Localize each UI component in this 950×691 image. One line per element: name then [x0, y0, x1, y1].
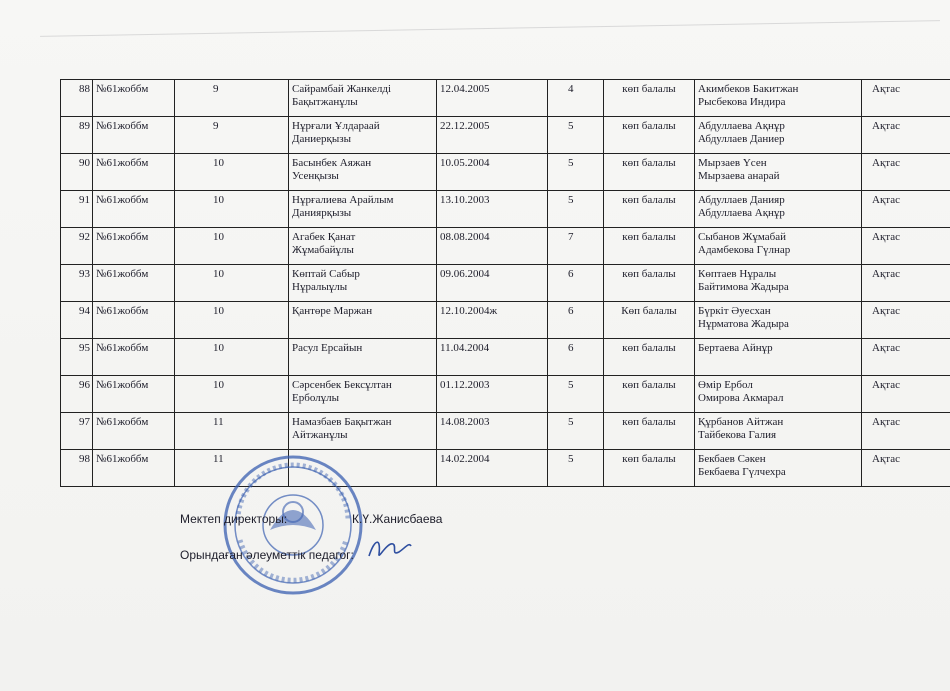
student-name-line-2: Ерболұлы	[292, 392, 340, 404]
school-cell: №61жоббм	[93, 376, 175, 413]
parents-cell	[695, 265, 862, 302]
student-name-line-2: Усенқызы	[292, 170, 339, 182]
school-cell: №61жоббм	[93, 265, 175, 302]
student-name-line-1: Басынбек Аяжан	[292, 157, 372, 169]
children-count-cell: 5	[548, 450, 604, 487]
parents-cell	[695, 80, 862, 117]
family-status-cell: көп балалы	[604, 191, 695, 228]
parents-line-2: Омирова Акмарал	[698, 392, 784, 404]
family-status-cell: көп балалы	[604, 450, 695, 487]
student-name-cell	[289, 154, 437, 191]
table-row	[61, 339, 950, 376]
location-cell: Ақтас	[862, 117, 950, 154]
row-number: 92	[61, 228, 93, 265]
birth-date-cell: 13.10.2003	[437, 191, 548, 228]
parents-cell	[695, 339, 862, 376]
grade-cell: 10	[175, 376, 289, 413]
student-name-line-1: Нұрғалиева Арайлым	[292, 194, 394, 206]
parents-line-1: Абдуллаев Данияр	[698, 194, 785, 206]
children-count-cell: 5	[548, 413, 604, 450]
school-cell: №61жоббм	[93, 450, 175, 487]
row-number: 98	[61, 450, 93, 487]
family-status-cell: көп балалы	[604, 117, 695, 154]
row-number: 97	[61, 413, 93, 450]
grade-cell: 10	[175, 339, 289, 376]
grade-cell: 11	[175, 450, 289, 487]
parents-line-2: Мырзаева анарай	[698, 170, 780, 182]
location-cell: Ақтас	[862, 191, 950, 228]
parents-line-1: Бүркіт Әуесхан	[698, 305, 771, 317]
student-name-line-1: Нұрғали Ұлдараай	[292, 120, 380, 132]
page-fold-line	[40, 20, 940, 37]
school-cell: №61жоббм	[93, 228, 175, 265]
table-row	[61, 302, 950, 339]
table-row	[61, 191, 950, 228]
family-status-cell: көп балалы	[604, 265, 695, 302]
parents-cell	[695, 302, 862, 339]
row-number: 94	[61, 302, 93, 339]
row-number: 90	[61, 154, 93, 191]
grade-cell: 10	[175, 191, 289, 228]
grade-cell: 10	[175, 302, 289, 339]
table-row	[61, 450, 950, 487]
table-row	[61, 80, 950, 117]
student-name-line-1: Сәрсенбек Бексұлтан	[292, 379, 392, 391]
table-row	[61, 413, 950, 450]
parents-line-2: Адамбекова Гүлнар	[698, 244, 791, 256]
birth-date-cell: 14.08.2003	[437, 413, 548, 450]
location-cell: Ақтас	[862, 80, 950, 117]
parents-line-2: Абдуллаев Даниер	[698, 133, 785, 145]
student-name-line-1: Қантөре Маржан	[292, 305, 373, 317]
table-row	[61, 117, 950, 154]
birth-date-cell: 11.04.2004	[437, 339, 548, 376]
table-row	[61, 376, 950, 413]
location-cell: Ақтас	[862, 228, 950, 265]
parents-line-1: Бертаева Айнұр	[698, 342, 773, 354]
student-name-line-2: Нұралыұлы	[292, 281, 348, 293]
row-number: 95	[61, 339, 93, 376]
director-label: Мектеп директоры:	[180, 512, 288, 526]
location-cell: Ақтас	[862, 413, 950, 450]
location-cell: Ақтас	[862, 302, 950, 339]
children-count-cell: 6	[548, 265, 604, 302]
parents-cell	[695, 450, 862, 487]
school-cell: №61жоббм	[93, 339, 175, 376]
parents-line-1: Мырзаев Үсен	[698, 157, 767, 169]
parents-cell	[695, 154, 862, 191]
children-count-cell: 4	[548, 80, 604, 117]
children-count-cell: 5	[548, 376, 604, 413]
student-name-line-2: Жұмабайұлы	[292, 244, 354, 256]
student-name-cell	[289, 376, 437, 413]
parents-cell	[695, 376, 862, 413]
birth-date-cell: 09.06.2004	[437, 265, 548, 302]
student-name-line-1: Көптай Сабыр	[292, 268, 360, 280]
roster-body	[61, 80, 950, 487]
children-count-cell: 7	[548, 228, 604, 265]
school-cell: №61жоббм	[93, 117, 175, 154]
grade-cell: 10	[175, 228, 289, 265]
birth-date-cell: 12.10.2004ж	[437, 302, 548, 339]
table-row	[61, 265, 950, 302]
student-roster-table	[60, 79, 950, 487]
parents-line-2: Абдуллаева Ақнұр	[698, 207, 785, 219]
children-count-cell: 5	[548, 191, 604, 228]
family-status-cell: Көп балалы	[604, 302, 695, 339]
parents-cell	[695, 117, 862, 154]
row-number: 96	[61, 376, 93, 413]
parents-line-2: Байтимова Жадыра	[698, 281, 789, 293]
student-name-line-2: Бақытжанұлы	[292, 96, 358, 108]
row-number: 89	[61, 117, 93, 154]
social-pedagogue-label: Орындаған әлеуметтік педагог:	[180, 548, 354, 562]
location-cell: Ақтас	[862, 265, 950, 302]
student-name-line-1: Расул Ерсайын	[292, 342, 363, 354]
location-cell: Ақтас	[862, 154, 950, 191]
parents-line-2: Рысбекова Индира	[698, 96, 786, 108]
family-status-cell: көп балалы	[604, 80, 695, 117]
parents-line-1: Бекбаев Сәкен	[698, 453, 766, 465]
parents-line-1: Құрбанов Айтжан	[698, 416, 784, 428]
parents-line-1: Акимбеков Бакитжан	[698, 83, 799, 95]
student-name-cell	[289, 80, 437, 117]
family-status-cell: көп балалы	[604, 228, 695, 265]
birth-date-cell: 22.12.2005	[437, 117, 548, 154]
student-name-cell	[289, 302, 437, 339]
student-name-line-2: Айтжанұлы	[292, 429, 348, 441]
school-cell: №61жоббм	[93, 302, 175, 339]
student-name-cell	[289, 191, 437, 228]
parents-line-2: Тайбекова Галия	[698, 429, 777, 441]
student-name-line-1: Намазбаев Бақытжан	[292, 416, 392, 428]
birth-date-cell: 08.08.2004	[437, 228, 548, 265]
parents-cell	[695, 228, 862, 265]
school-cell: №61жоббм	[93, 191, 175, 228]
location-cell: Ақтас	[862, 450, 950, 487]
student-name-cell	[289, 339, 437, 376]
student-name-line-2: Даниярқызы	[292, 207, 352, 219]
family-status-cell: көп балалы	[604, 413, 695, 450]
parents-line-2: Нұрматова Жадыра	[698, 318, 789, 330]
children-count-cell: 5	[548, 117, 604, 154]
student-name-line-1: Сайрамбай Жанкелді	[292, 83, 392, 95]
grade-cell: 10	[175, 265, 289, 302]
birth-date-cell: 10.05.2004	[437, 154, 548, 191]
student-name-cell	[289, 228, 437, 265]
student-name-line-2: Даниерқызы	[292, 133, 352, 145]
student-name-line-1: Агабек Қанат	[292, 231, 356, 243]
family-status-cell: көп балалы	[604, 376, 695, 413]
family-status-cell: көп балалы	[604, 154, 695, 191]
table-row	[61, 228, 950, 265]
location-cell: Ақтас	[862, 339, 950, 376]
student-name-cell	[289, 117, 437, 154]
parents-cell	[695, 191, 862, 228]
birth-date-cell: 01.12.2003	[437, 376, 548, 413]
row-number: 93	[61, 265, 93, 302]
parents-line-1: Көптаев Нұралы	[698, 268, 777, 280]
student-name-cell	[289, 265, 437, 302]
grade-cell: 11	[175, 413, 289, 450]
grade-cell: 9	[175, 80, 289, 117]
student-name-cell	[289, 413, 437, 450]
director-name: К.Ү.Жанисбаева	[352, 512, 443, 526]
parents-line-1: Өмір Ербол	[698, 379, 753, 391]
birth-date-cell: 14.02.2004	[437, 450, 548, 487]
handwritten-signature	[365, 534, 415, 562]
family-status-cell: көп балалы	[604, 339, 695, 376]
parents-line-1: Сыбанов Жұмабай	[698, 231, 787, 243]
birth-date-cell: 12.04.2005	[437, 80, 548, 117]
grade-cell: 9	[175, 117, 289, 154]
parents-line-1: Абдуллаева Ақнұр	[698, 120, 785, 132]
children-count-cell: 6	[548, 302, 604, 339]
row-number: 91	[61, 191, 93, 228]
parents-line-2: Бекбаева Гүлчехра	[698, 466, 786, 478]
school-cell: №61жоббм	[93, 154, 175, 191]
parents-cell	[695, 413, 862, 450]
children-count-cell: 5	[548, 154, 604, 191]
school-cell: №61жоббм	[93, 80, 175, 117]
location-cell: Ақтас	[862, 376, 950, 413]
school-cell: №61жоббм	[93, 413, 175, 450]
grade-cell: 10	[175, 154, 289, 191]
children-count-cell: 6	[548, 339, 604, 376]
table-row	[61, 154, 950, 191]
row-number: 88	[61, 80, 93, 117]
